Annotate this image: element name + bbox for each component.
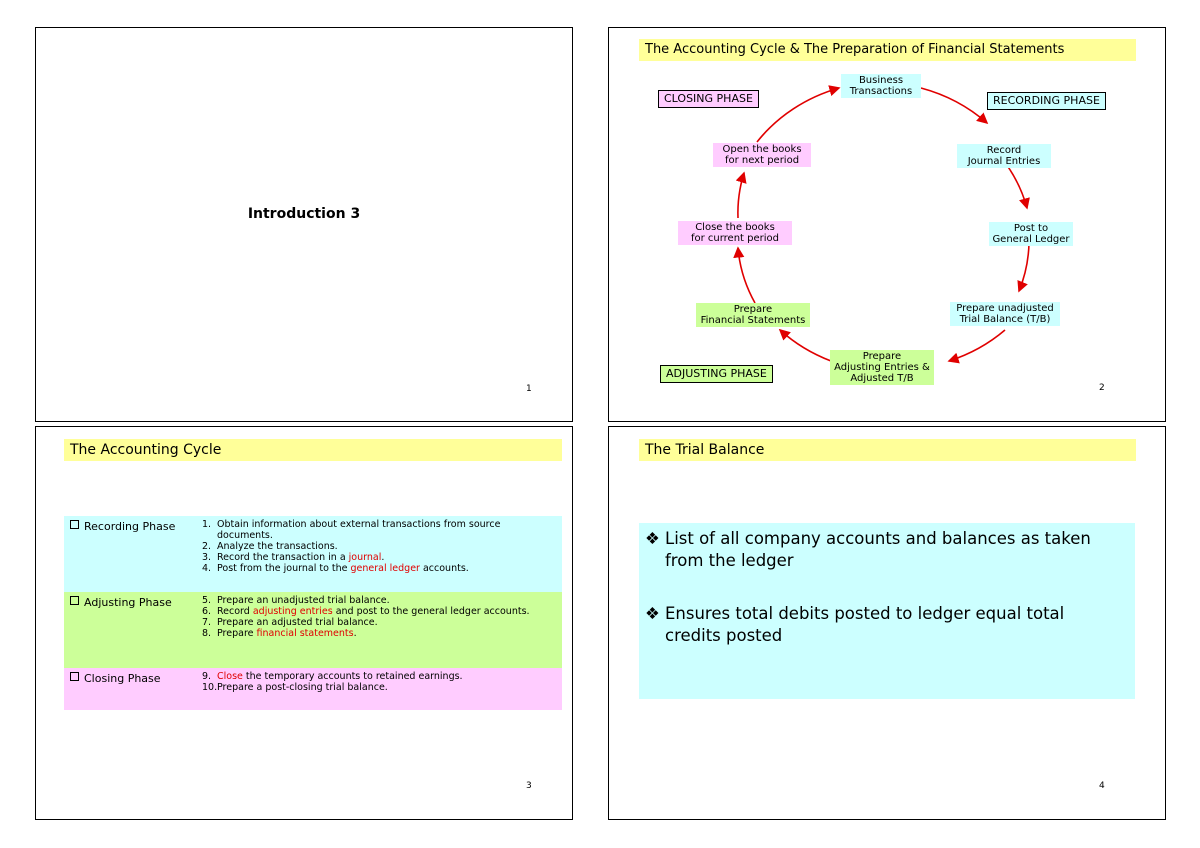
- arrow-open-to-business: [757, 88, 839, 142]
- step-number: 3.: [202, 552, 212, 563]
- step-text: .: [381, 552, 385, 563]
- step-text: Prepare an adjusted trial balance.: [217, 617, 378, 628]
- closing-phase-label: [70, 672, 161, 685]
- slide-1: [35, 27, 573, 422]
- recording-phase-label: RECORDING PHASE: [987, 92, 1106, 110]
- bullet-item: [645, 603, 1125, 647]
- checkbox-square-icon: [70, 596, 79, 605]
- arrow-fs-to-close: [738, 248, 755, 303]
- adjusting-phase-row: [64, 592, 562, 668]
- node-record-journal: [957, 144, 1051, 168]
- highlight-term: adjusting entries: [252, 606, 333, 617]
- node-line: Prepare: [862, 351, 902, 362]
- step-text: Record the transaction in a: [217, 552, 349, 563]
- node-line: General Ledger: [992, 234, 1070, 245]
- arrow-adjusting-to-fs: [780, 330, 831, 361]
- node-line: Adjusted T/B: [850, 373, 914, 384]
- step-2: [202, 541, 547, 552]
- slide-1-title: Introduction 3: [247, 206, 361, 222]
- step-text: .: [353, 628, 357, 639]
- slide-3: [35, 426, 573, 820]
- adjusting-phase-label: [70, 596, 172, 609]
- node-line: Open the books: [722, 144, 802, 155]
- bullet-text: List of all company accounts and balances as taken from the ledger: [665, 529, 1091, 570]
- step-text: Analyze the transactions.: [217, 541, 338, 552]
- slide-4-page-number: 4: [1099, 781, 1105, 791]
- slide-2-title: The Accounting Cycle & The Preparation of Financial Statements: [639, 39, 1136, 61]
- step-10: [202, 682, 547, 693]
- node-close-books: [678, 221, 792, 245]
- step-number: 8.: [202, 628, 212, 639]
- step-4: [202, 563, 547, 574]
- diamond-bullet-icon: ❖: [645, 604, 660, 623]
- step-5: [202, 595, 547, 606]
- step-9: [202, 671, 547, 682]
- node-line: Journal Entries: [967, 156, 1041, 167]
- node-unadjusted-tb: [950, 302, 1060, 326]
- step-text: Record: [217, 606, 253, 617]
- step-8: [202, 628, 547, 639]
- node-open-books: [713, 143, 811, 167]
- step-number: 9.: [202, 671, 212, 682]
- slide-4-title: The Trial Balance: [639, 439, 1136, 461]
- node-adjusting-entries: [830, 350, 934, 385]
- step-text: Prepare a post-closing trial balance.: [217, 682, 388, 693]
- step-number: 10.: [202, 682, 218, 693]
- checkbox-square-icon: [70, 520, 79, 529]
- highlight-term: Close: [217, 671, 243, 682]
- trial-balance-box: [639, 523, 1135, 699]
- step-number: 1.: [202, 519, 212, 530]
- node-post-ledger: [989, 222, 1073, 246]
- adjusting-phase-label: ADJUSTING PHASE: [660, 365, 773, 383]
- recording-phase-label: [70, 520, 175, 533]
- step-text: accounts.: [419, 563, 469, 574]
- checkbox-square-icon: [70, 672, 79, 681]
- arrow-close-to-open: [738, 173, 744, 218]
- node-line: for next period: [724, 155, 800, 166]
- step-number: 5.: [202, 595, 212, 606]
- closing-phase-label: CLOSING PHASE: [658, 90, 759, 108]
- slide-2: [608, 27, 1166, 422]
- closing-phase-row: [64, 668, 562, 710]
- step-text: Post from the journal to the: [217, 563, 351, 574]
- node-line: Financial Statements: [700, 315, 806, 326]
- closing-steps: [202, 671, 547, 693]
- step-text: and post to the general ledger accounts.: [332, 606, 530, 617]
- node-line: Adjusting Entries &: [834, 362, 930, 373]
- node-line: Post to: [1013, 223, 1049, 234]
- step-6: [202, 606, 547, 617]
- step-number: 7.: [202, 617, 212, 628]
- slide-4: [608, 426, 1166, 820]
- node-line: Close the books: [695, 222, 775, 233]
- node-line: Record: [986, 145, 1022, 156]
- node-line: Prepare: [733, 304, 773, 315]
- step-1: [202, 519, 547, 541]
- node-line: Trial Balance (T/B): [959, 314, 1051, 325]
- adjusting-steps: [202, 595, 547, 639]
- step-text: Prepare: [217, 628, 257, 639]
- arrow-unadjusted-to-adjusting: [949, 330, 1005, 361]
- step-number: 2.: [202, 541, 212, 552]
- arrow-post-to-unadjusted: [1019, 243, 1029, 291]
- arrow-business-to-record: [921, 88, 987, 123]
- bullet-item: [645, 528, 1125, 572]
- step-text: Obtain information about external transactions from source documents.: [217, 519, 501, 541]
- node-line: Business: [858, 75, 904, 86]
- recording-phase-row: [64, 516, 562, 592]
- step-number: 4.: [202, 563, 212, 574]
- step-text: Prepare an unadjusted trial balance.: [217, 595, 390, 606]
- highlight-term: financial statements: [256, 628, 354, 639]
- recording-steps: [202, 519, 547, 574]
- node-line: Prepare unadjusted: [956, 303, 1054, 314]
- step-7: [202, 617, 547, 628]
- slide-2-page-number: 2: [1099, 383, 1105, 393]
- step-3: [202, 552, 547, 563]
- slide-3-title: The Accounting Cycle: [64, 439, 562, 461]
- highlight-term: general ledger: [350, 563, 420, 574]
- slide-1-page-number: 1: [526, 384, 532, 394]
- row-label-text: Closing Phase: [84, 672, 161, 685]
- node-financial-statements: [696, 303, 810, 327]
- row-label-text: Recording Phase: [84, 520, 176, 533]
- node-line: Transactions: [849, 86, 913, 97]
- node-business-transactions: [841, 74, 921, 98]
- bullet-text: Ensures total debits posted to ledger equal total credits posted: [665, 604, 1065, 645]
- highlight-term: journal: [348, 552, 382, 563]
- node-line: for current period: [690, 233, 780, 244]
- step-number: 6.: [202, 606, 212, 617]
- row-label-text: Adjusting Phase: [84, 596, 172, 609]
- step-text: the temporary accounts to retained earnings.: [242, 671, 463, 682]
- slide-3-page-number: 3: [526, 781, 532, 791]
- diamond-bullet-icon: ❖: [645, 529, 660, 548]
